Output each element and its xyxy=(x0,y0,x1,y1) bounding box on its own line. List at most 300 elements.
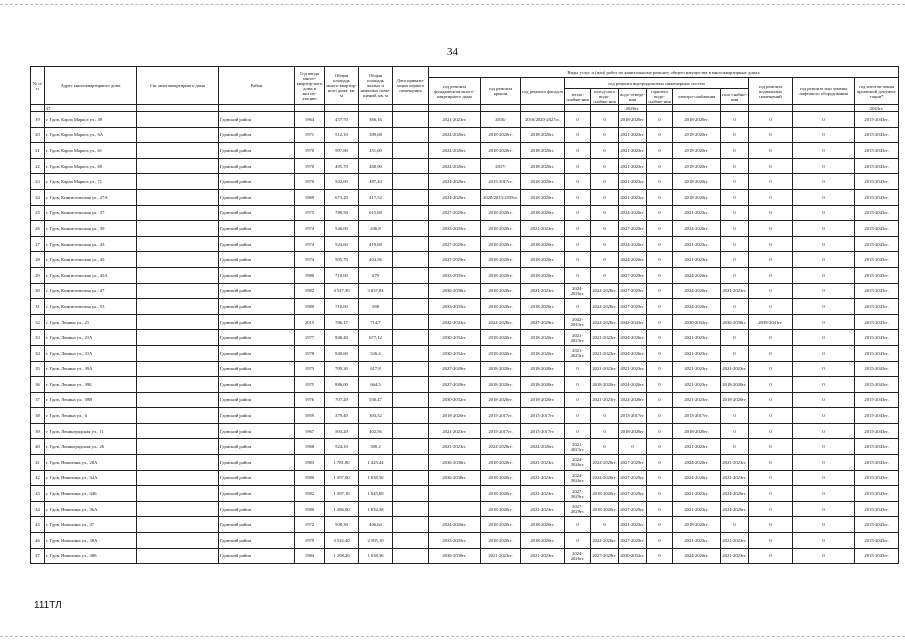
cell-electric: 2024-2026гг. xyxy=(673,267,721,283)
cell-heat: 2021-2023гг. xyxy=(565,439,591,455)
cell-roof: 2018-2020гг. xyxy=(481,267,521,283)
cell-docs: 2015-2043гг. xyxy=(855,314,899,330)
cell-region: Гдовский район xyxy=(219,158,295,174)
cell-gis xyxy=(137,439,219,455)
cell-gis xyxy=(137,205,219,221)
cell-heat: 2024-2026гг. xyxy=(565,455,591,471)
cell-docs: 2015-2043гг. xyxy=(855,455,899,471)
cell-basement: 0 xyxy=(749,143,793,159)
cell-foundation: 2027-2029гг. xyxy=(429,252,481,268)
cell-lift: 0 xyxy=(793,189,855,205)
cell-lift: 0 xyxy=(793,143,855,159)
cell-facade: 2018-2020гг. xyxy=(521,174,565,190)
cell-cold-water: 2018-2020гг. xyxy=(591,377,619,393)
cell-year: 1982 xyxy=(295,283,325,299)
cell-area: 1 286,00 xyxy=(325,501,359,517)
cell-roof: 2018-2020гг. xyxy=(481,361,521,377)
cell-living: 617,8 xyxy=(359,361,393,377)
cell-foundation: 2036-2038гг. xyxy=(429,548,481,564)
table-row xyxy=(31,377,899,393)
cell-date xyxy=(393,486,429,502)
cell-living: 1 038,56 xyxy=(359,470,393,486)
cell-gas: 0 xyxy=(721,299,749,315)
cell-hot-water: 0 xyxy=(647,158,673,174)
cell-region: Гдовский район xyxy=(219,345,295,361)
cell-num: 27 xyxy=(31,236,45,252)
cell-area: 502,00 xyxy=(325,174,359,190)
table-row xyxy=(31,189,899,205)
cell-address: г. Гдов, Карла Маркса ул., 61 xyxy=(45,143,137,159)
cell-lift: 0 xyxy=(793,314,855,330)
cell-num: 25 xyxy=(31,205,45,221)
cell-living: 664,5 xyxy=(359,377,393,393)
cell-region: Гдовский район xyxy=(219,455,295,471)
cell-area: 709,30 xyxy=(325,361,359,377)
cell-area: 846,40 xyxy=(325,330,359,346)
cell-area: 4 547,30 xyxy=(325,283,359,299)
cell-region: Гдовский район xyxy=(219,330,295,346)
cell-address: г. Гдов, Ленина ул., 21А xyxy=(45,330,137,346)
cell-roof: 2015-2017гг. xyxy=(481,174,521,190)
cell-lift: 0 xyxy=(793,174,855,190)
cell-docs: 2015-2043гг. xyxy=(855,236,899,252)
cell-drain: 0 xyxy=(619,439,647,455)
cell-gis xyxy=(137,236,219,252)
cell-electric: 2021-2023гг. xyxy=(673,252,721,268)
cell-region: Гдовский район xyxy=(219,377,295,393)
cell-living: 436,8 xyxy=(359,221,393,237)
cell-date xyxy=(393,377,429,393)
cell-gis xyxy=(137,221,219,237)
cell-basement: 0 xyxy=(749,221,793,237)
cell-area: 786,17 xyxy=(325,314,359,330)
cell-heat: 2021-2023гг. xyxy=(565,345,591,361)
cell-region: Гдовский район xyxy=(219,143,295,159)
cell-basement: 0 xyxy=(749,112,793,128)
cell-num: 33 xyxy=(31,330,45,346)
cell-gis xyxy=(137,127,219,143)
cell-gis xyxy=(137,392,219,408)
cell-address: г. Гдов, Никитина ул., 38А xyxy=(45,533,137,549)
cell-drain: 2021-2023гг. xyxy=(619,174,647,190)
cell-roof: 2018-2020гг. xyxy=(481,299,521,315)
cell-living: 677,12 xyxy=(359,330,393,346)
cell-roof: 2018-2020гг. xyxy=(481,501,521,517)
cell-gis xyxy=(137,517,219,533)
cell-gas: 2018-2020гг. xyxy=(721,392,749,408)
cell-roof: 2018-2020гг. xyxy=(481,517,521,533)
table-row xyxy=(31,501,899,517)
cell-address: г. Гдов, Ленина ул., 31А xyxy=(45,345,137,361)
cell-year: 1969 xyxy=(295,189,325,205)
cell-facade: 2018-2020гг. xyxy=(521,189,565,205)
cell-basement: 0 xyxy=(749,158,793,174)
cell-gas: 0 xyxy=(721,439,749,455)
cell-gis xyxy=(137,486,219,502)
cell-facade: 2018-2020гг. xyxy=(521,361,565,377)
cell-drain: 2020гг. xyxy=(619,105,647,112)
cell-num: 40 xyxy=(31,439,45,455)
cell-heat: 0 xyxy=(565,408,591,424)
cell-basement: 0 xyxy=(749,299,793,315)
cell-hot-water: 0 xyxy=(647,221,673,237)
cell-hot-water: 0 xyxy=(647,252,673,268)
cell-foundation: 2027-2029гг. xyxy=(429,236,481,252)
cell-docs: 2015-2043гг. xyxy=(855,377,899,393)
cell-heat: 0 xyxy=(565,533,591,549)
cell-living: 3 637,84 xyxy=(359,283,393,299)
cell-living: 568 xyxy=(359,299,393,315)
col-docs: год изготов-ления проектной докумен-тации* xyxy=(855,78,899,105)
cell-facade: 2021-2023гг. xyxy=(521,455,565,471)
cell-region: Гдовский район xyxy=(219,408,295,424)
cell-roof: 2018-2020гг. xyxy=(481,221,521,237)
cell-date xyxy=(393,127,429,143)
table-row xyxy=(31,455,899,471)
cell-drain: 2021-2023гг. xyxy=(619,158,647,174)
cell-hot-water: 0 xyxy=(647,423,673,439)
cell-hot-water: 0 xyxy=(647,455,673,471)
cell-hot-water: 0 xyxy=(647,345,673,361)
cell-heat: 0 xyxy=(565,112,591,128)
cell-roof: 2018-2020гг. xyxy=(481,470,521,486)
cell-hot-water: 0 xyxy=(647,143,673,159)
cell-year: 1975 xyxy=(295,377,325,393)
cell-num: 28 xyxy=(31,252,45,268)
cell-address: г. Гдов, Никитина ул., 37 xyxy=(45,517,137,533)
cell-gis xyxy=(137,501,219,517)
cell-cold-water: 0 xyxy=(591,112,619,128)
cell-hot-water: 0 xyxy=(647,112,673,128)
cell-drain: 2024-2026гг. xyxy=(619,392,647,408)
cell-hot-water: 0 xyxy=(647,486,673,502)
cell-gas: 2036-2038гг. xyxy=(721,314,749,330)
cell-docs: 2015-2043гг. xyxy=(855,501,899,517)
cell-drain: 2021-2023гг. xyxy=(619,189,647,205)
cell-facade: 2021-2023гг. xyxy=(521,221,565,237)
cell-region: Гдовский район xyxy=(219,533,295,549)
cell-area: 710,00 xyxy=(325,267,359,283)
cell-date xyxy=(393,501,429,517)
cell-cold-water: 2018-2020гг. xyxy=(591,486,619,502)
cell-date xyxy=(393,205,429,221)
col-address: Адрес многоквартирного дома xyxy=(45,67,137,105)
cell-living: 402,56 xyxy=(359,423,393,439)
cell-facade: 2021-2023гг. xyxy=(521,548,565,564)
cell-heat: 2024-2026гг. xyxy=(565,470,591,486)
cell-date xyxy=(393,267,429,283)
table-row xyxy=(31,392,899,408)
cell-area: 524,10 xyxy=(325,439,359,455)
cell-basement: 0 xyxy=(749,283,793,299)
cell-area: 495,70 xyxy=(325,158,359,174)
cell-roof: 2018-2020гг. xyxy=(481,283,521,299)
cell-num: 24 xyxy=(31,189,45,205)
cell-roof: 2018-2020гг. xyxy=(481,345,521,361)
cell-gas: 0 xyxy=(721,158,749,174)
cell-drain: 2024-2026гг. xyxy=(619,345,647,361)
cell-date xyxy=(393,143,429,159)
cell-heat: 2021-2023гг. xyxy=(565,330,591,346)
cell-hot-water: 0 xyxy=(647,361,673,377)
cell-hot-water: 0 xyxy=(647,267,673,283)
cell-roof: 2018-2020гг. xyxy=(481,486,521,502)
table-row xyxy=(31,548,899,564)
cell-heat: 0 xyxy=(565,252,591,268)
cell-gis xyxy=(137,345,219,361)
cell-heat: 0 xyxy=(565,205,591,221)
cell-roof: 2020/2033-2035гг. xyxy=(481,189,521,205)
cell-year: 1980 xyxy=(295,470,325,486)
cell-address: г. Гдов, Кингисеппская ул., 53 xyxy=(45,299,137,315)
cell-hot-water: 0 xyxy=(647,174,673,190)
cell-date xyxy=(393,221,429,237)
cell-living: 417,52 xyxy=(359,189,393,205)
cell-basement: 0 xyxy=(749,392,793,408)
cell-num: 39 xyxy=(31,423,45,439)
cell-date xyxy=(393,112,429,128)
cell-area: 457,70 xyxy=(325,112,359,128)
cell-gas: 2021-2023гг. xyxy=(721,361,749,377)
cell-electric: 2030-2032гг. xyxy=(673,314,721,330)
cell-hot-water: 0 xyxy=(647,548,673,564)
cell-num: 30 xyxy=(31,283,45,299)
cell-electric: 2018-2020гг. xyxy=(673,112,721,128)
table-row xyxy=(31,252,899,268)
cell-gas: 0 xyxy=(721,174,749,190)
cell-date xyxy=(393,189,429,205)
cell-year: 1972 xyxy=(295,517,325,533)
cell-basement: 0 xyxy=(749,423,793,439)
cell-hot-water: 0 xyxy=(647,377,673,393)
cell-gis xyxy=(137,158,219,174)
cell-num: 44 xyxy=(31,501,45,517)
cell-cold-water: 0 xyxy=(591,236,619,252)
cell-address: г. Гдов, Никитина ул., 28А xyxy=(45,455,137,471)
cell-drain: 2027-2029гг. xyxy=(619,455,647,471)
cell-hot-water: 0 xyxy=(647,205,673,221)
cell-facade: 2018-2020гг. xyxy=(521,205,565,221)
cell-roof: 2018-2020гг. xyxy=(481,330,521,346)
cell-roof: 2018-2020гг. xyxy=(481,377,521,393)
cell-address: г. Гдов, Карла Маркса ул., 71 xyxy=(45,174,137,190)
cell-foundation: 2036-2038гг. xyxy=(429,455,481,471)
cell-foundation: 2036-2038гг. xyxy=(429,470,481,486)
cell-cold-water: 0 xyxy=(591,408,619,424)
cell-region: Гдовский район xyxy=(219,189,295,205)
cell-year: 1971 xyxy=(295,127,325,143)
cell-electric: 2021-2023гг. xyxy=(673,377,721,393)
cell-hot-water: 0 xyxy=(647,392,673,408)
cell-roof: 2018-2020гг. xyxy=(481,143,521,159)
table-row xyxy=(31,205,899,221)
cell-drain: 2024-2026гг. xyxy=(619,205,647,221)
cell-region: Гдовский район xyxy=(219,299,295,315)
col-living: Общая площадь жилых и нежилых поме-щений, кв. м xyxy=(359,67,393,105)
cell-gis xyxy=(137,283,219,299)
cell-drain: 2042-2043гг. xyxy=(619,314,647,330)
cell-gis xyxy=(137,143,219,159)
table-row xyxy=(31,486,899,502)
cell-gas: 0 xyxy=(721,423,749,439)
cell-lift: 0 xyxy=(793,283,855,299)
cell-electric: 2024-2026гг. xyxy=(673,299,721,315)
cell-gas: 2021-2023гг. xyxy=(721,470,749,486)
cell-heat: 0 xyxy=(565,127,591,143)
col-hot-water: горячего водо-снабже-ния xyxy=(648,89,671,104)
table-row xyxy=(31,143,899,159)
cell-area: 503,20 xyxy=(325,423,359,439)
cell-electric: 2021-2023гг. xyxy=(673,330,721,346)
scan-edge-bottom xyxy=(0,636,905,637)
col-facade: год ремонта фасадов xyxy=(521,78,565,105)
cell-heat: 0 xyxy=(565,377,591,393)
cell-basement: 0 xyxy=(749,174,793,190)
cell-hot-water: 0 xyxy=(647,299,673,315)
cell-year: 1959 xyxy=(295,408,325,424)
cell-basement: 0 xyxy=(749,205,793,221)
cell-region: Гдовский район xyxy=(219,283,295,299)
cell-electric: 2018-2020гг. xyxy=(673,517,721,533)
cell-docs: 2015-2043гг. xyxy=(855,205,899,221)
cell-cold-water: 2021-2023гг. xyxy=(591,392,619,408)
cell-drain: 2021-2023гг. xyxy=(619,143,647,159)
cell-hot-water: 0 xyxy=(647,189,673,205)
cell-date xyxy=(393,283,429,299)
cell-num: 46 xyxy=(31,533,45,549)
cell-heat: 0 xyxy=(565,267,591,283)
cell-gas: 0 xyxy=(721,330,749,346)
cell-hot-water: 0 xyxy=(647,330,673,346)
cell-foundation: 2021-2023гг. xyxy=(429,439,481,455)
cell-num: 22 xyxy=(31,158,45,174)
cell-living: 714,7 xyxy=(359,314,393,330)
cell-heat: 2024-2026гг. xyxy=(565,283,591,299)
cell-area: 886,00 xyxy=(325,377,359,393)
cell-num: 43 xyxy=(31,486,45,502)
cell-basement: 0 xyxy=(749,189,793,205)
cell-living: 406,64 xyxy=(359,517,393,533)
cell-gis xyxy=(137,299,219,315)
cell-electric: 2018-2020гг. xyxy=(673,127,721,143)
cell-docs: 2015-2043гг. xyxy=(855,345,899,361)
cell-year: 1979 xyxy=(295,533,325,549)
cell-num: 29 xyxy=(31,267,45,283)
cell-hot-water: 0 xyxy=(647,314,673,330)
table-row xyxy=(31,439,899,455)
col-foundation: год ремонта фундаментов много-квартирного дома xyxy=(429,78,481,105)
cell-docs: 2015-2043гг. xyxy=(855,189,899,205)
cell-area: 673,20 xyxy=(325,189,359,205)
cell-year: 1967 xyxy=(295,423,325,439)
cell-docs: 2015-2043гг. xyxy=(855,361,899,377)
table-row-carryover xyxy=(31,105,899,112)
cell-living: 500,2 xyxy=(359,439,393,455)
cell-year: 1970 xyxy=(295,143,325,159)
cell-num: 41 xyxy=(31,455,45,471)
cell-year: 1974 xyxy=(295,221,325,237)
cell-year: 1976 xyxy=(295,392,325,408)
cell-year: 1968 xyxy=(295,439,325,455)
cell-roof: 2018-2020гг. xyxy=(481,533,521,549)
cell-gis xyxy=(137,174,219,190)
cell-lift: 0 xyxy=(793,252,855,268)
cell-address: г. Гдов, Кингисеппская ул., 45А xyxy=(45,267,137,283)
cell-num: 34 xyxy=(31,345,45,361)
cell-address: г. Гдов, Кингисеппская ул., 27А xyxy=(45,189,137,205)
cell-docs: 2015-2043гг. xyxy=(855,112,899,128)
cell-gis xyxy=(137,267,219,283)
cell-docs: 2015-2043гг. xyxy=(855,439,899,455)
cell-address: г. Гдов, Ленинградская ул., 26 xyxy=(45,439,137,455)
cell-electric: 2021-2023гг. xyxy=(673,361,721,377)
col-region: Район xyxy=(219,67,295,105)
cell-cold-water: 2024-2026гг. xyxy=(591,533,619,549)
cell-cold-water: 2024-2026гг. xyxy=(591,299,619,315)
cell-roof: 2024-2026гг. xyxy=(481,314,521,330)
cell-address: г. Гдов, Кингисеппская ул., 47 xyxy=(45,283,137,299)
cell-region: Гдовский район xyxy=(219,221,295,237)
cell-year: 2015 xyxy=(295,314,325,330)
cell-facade: 2018-2020гг. xyxy=(521,345,565,361)
cell-foundation: 2033-2035гг. xyxy=(429,299,481,315)
cell-gas: 0 xyxy=(721,221,749,237)
cell-electric: 2015-2017гг. xyxy=(673,408,721,424)
cell-foundation: 2030-2032гг. xyxy=(429,392,481,408)
cell-hot-water: 0 xyxy=(647,236,673,252)
cell-living: 530,47 xyxy=(359,392,393,408)
cell-heat: 0 xyxy=(565,236,591,252)
cell-docs: 2015-2043гг. xyxy=(855,330,899,346)
cell-docs: 2015-2043гг. xyxy=(855,158,899,174)
col-basement: год ремонта подвальных помещений xyxy=(749,78,793,105)
cell-foundation xyxy=(429,501,481,517)
cell-cold-water: 0 xyxy=(591,517,619,533)
cell-docs: 2015-2043гг. xyxy=(855,423,899,439)
cell-foundation: 2024-2026гг. xyxy=(429,143,481,159)
cell-heat: 0 xyxy=(565,392,591,408)
cell-gas: 2021-2023гг. xyxy=(721,283,749,299)
table-row xyxy=(31,533,899,549)
cell-basement: 0 xyxy=(749,470,793,486)
cell-region: Гдовский район xyxy=(219,174,295,190)
cell-facade: 2018-2020гг. xyxy=(521,299,565,315)
cell-basement: 0 xyxy=(749,455,793,471)
cell-electric: 2021-2023гг. xyxy=(673,236,721,252)
cell-address: 47 xyxy=(45,105,137,112)
cell-num: 23 xyxy=(31,174,45,190)
cell-num: 47 xyxy=(31,548,45,564)
cell-num: 31 xyxy=(31,299,45,315)
cell-electric: 2021-2023гг. xyxy=(673,392,721,408)
cell-cold-water: 0 xyxy=(591,439,619,455)
cell-electric: 2021-2023гг. xyxy=(673,486,721,502)
cell-heat: 0 xyxy=(565,517,591,533)
cell-address: г. Гдов, Кингисеппская ул., 45 xyxy=(45,252,137,268)
cell-date xyxy=(393,439,429,455)
cell-gis xyxy=(137,112,219,128)
cell-electric: 2024-2026гг. xyxy=(673,283,721,299)
cell-facade: 2021-2023гг. xyxy=(521,486,565,502)
cell-foundation: 2027-2029гг. xyxy=(429,205,481,221)
table-row xyxy=(31,236,899,252)
cell-docs: 2015-2043гг. xyxy=(855,392,899,408)
cell-docs: 2015-2043гг. xyxy=(855,252,899,268)
table-row xyxy=(31,423,899,439)
cell-heat: 2042-2043гг. xyxy=(565,314,591,330)
col-gis: Гис многоквартирного дома xyxy=(137,67,219,105)
cell-foundation: 2021-2023гг. xyxy=(429,112,481,128)
